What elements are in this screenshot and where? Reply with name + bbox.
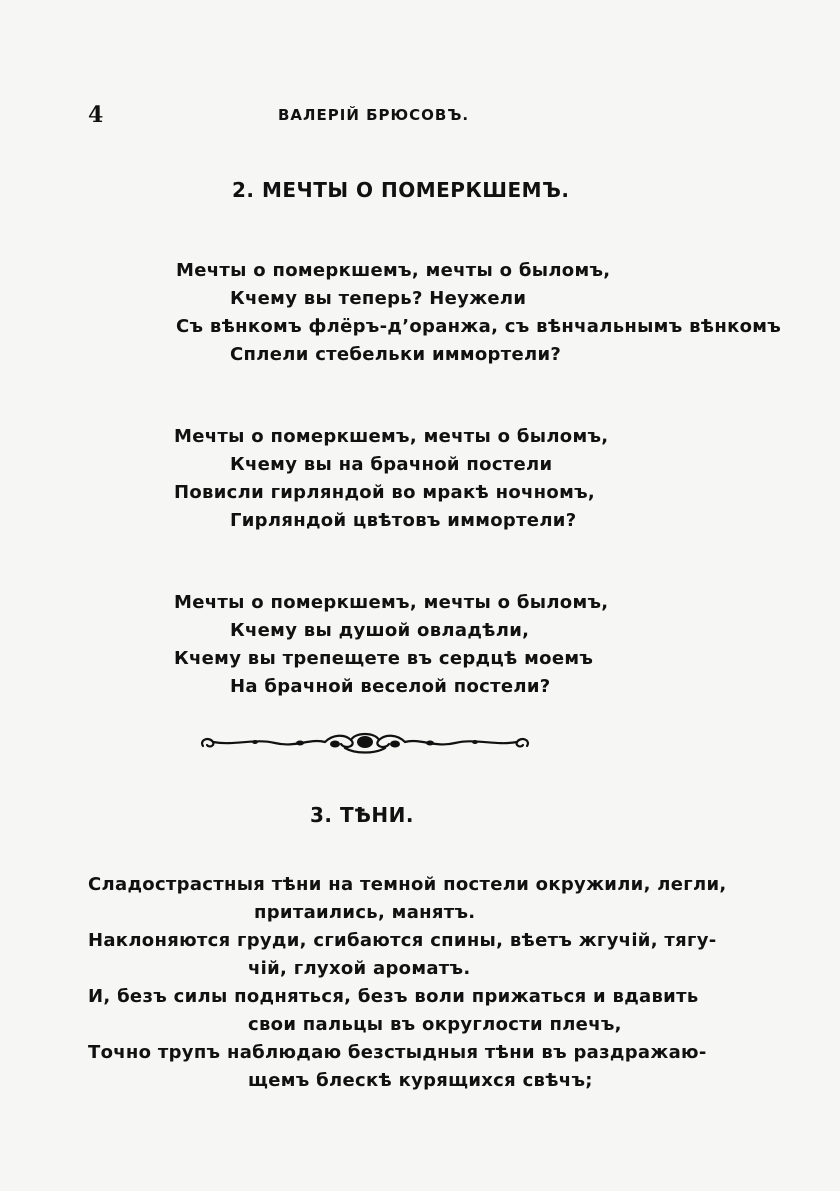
verse-line: Сплели стебельки иммортели? (230, 344, 562, 365)
verse-line: Съ вѣнкомъ флёръ-д’оранжа, съ вѣнчальнымъ вѣнкомъ (176, 316, 782, 337)
verse-line: На брачной веселой постели? (230, 676, 551, 697)
decorative-vine-divider-icon (195, 728, 535, 758)
verse-line-continuation: чiй, глухой ароматъ. (248, 958, 471, 979)
verse-line: Мечты о померкшемъ, мечты о быломъ, (174, 426, 609, 447)
poem-title: 3. ТѢНИ. (310, 803, 414, 827)
verse-line: Точно трупъ наблюдаю безстыдныя тѣни въ раздражаю- (88, 1042, 707, 1063)
verse-line-continuation: щемъ блескѣ курящихся свѣчъ; (248, 1070, 593, 1091)
verse-line: Повисли гирляндой во мракѣ ночномъ, (174, 482, 596, 503)
verse-line: Наклоняются груди, сгибаются спины, вѣетъ жгучiй, тягу- (88, 930, 717, 951)
verse-line: Кчему вы трепещете въ сердцѣ моемъ (174, 648, 594, 669)
running-title: ВАЛЕРIЙ БРЮСОВЪ. (278, 106, 470, 124)
verse-line: Гирляндой цвѣтовъ иммортели? (230, 510, 577, 531)
page-number: 4 (88, 102, 104, 128)
verse-line-continuation: свои пальцы въ округлости плечъ, (248, 1014, 622, 1035)
verse-line: Мечты о померкшемъ, мечты о быломъ, (176, 260, 611, 281)
verse-line: Кчему вы душой овладѣли, (230, 620, 530, 641)
verse-line: Сладострастныя тѣни на темной постели окружили, легли, (88, 874, 727, 895)
verse-line: Кчему вы теперь? Неужели (230, 288, 527, 309)
poem-title: 2. МЕЧТЫ О ПОМЕРКШЕМЪ. (232, 178, 570, 202)
verse-line-continuation: притаились, манятъ. (254, 902, 476, 923)
verse-line: Мечты о померкшемъ, мечты о быломъ, (174, 592, 609, 613)
verse-line: И, безъ силы подняться, безъ воли прижаться и вдавить (88, 986, 699, 1007)
verse-line: Кчему вы на брачной постели (230, 454, 553, 475)
